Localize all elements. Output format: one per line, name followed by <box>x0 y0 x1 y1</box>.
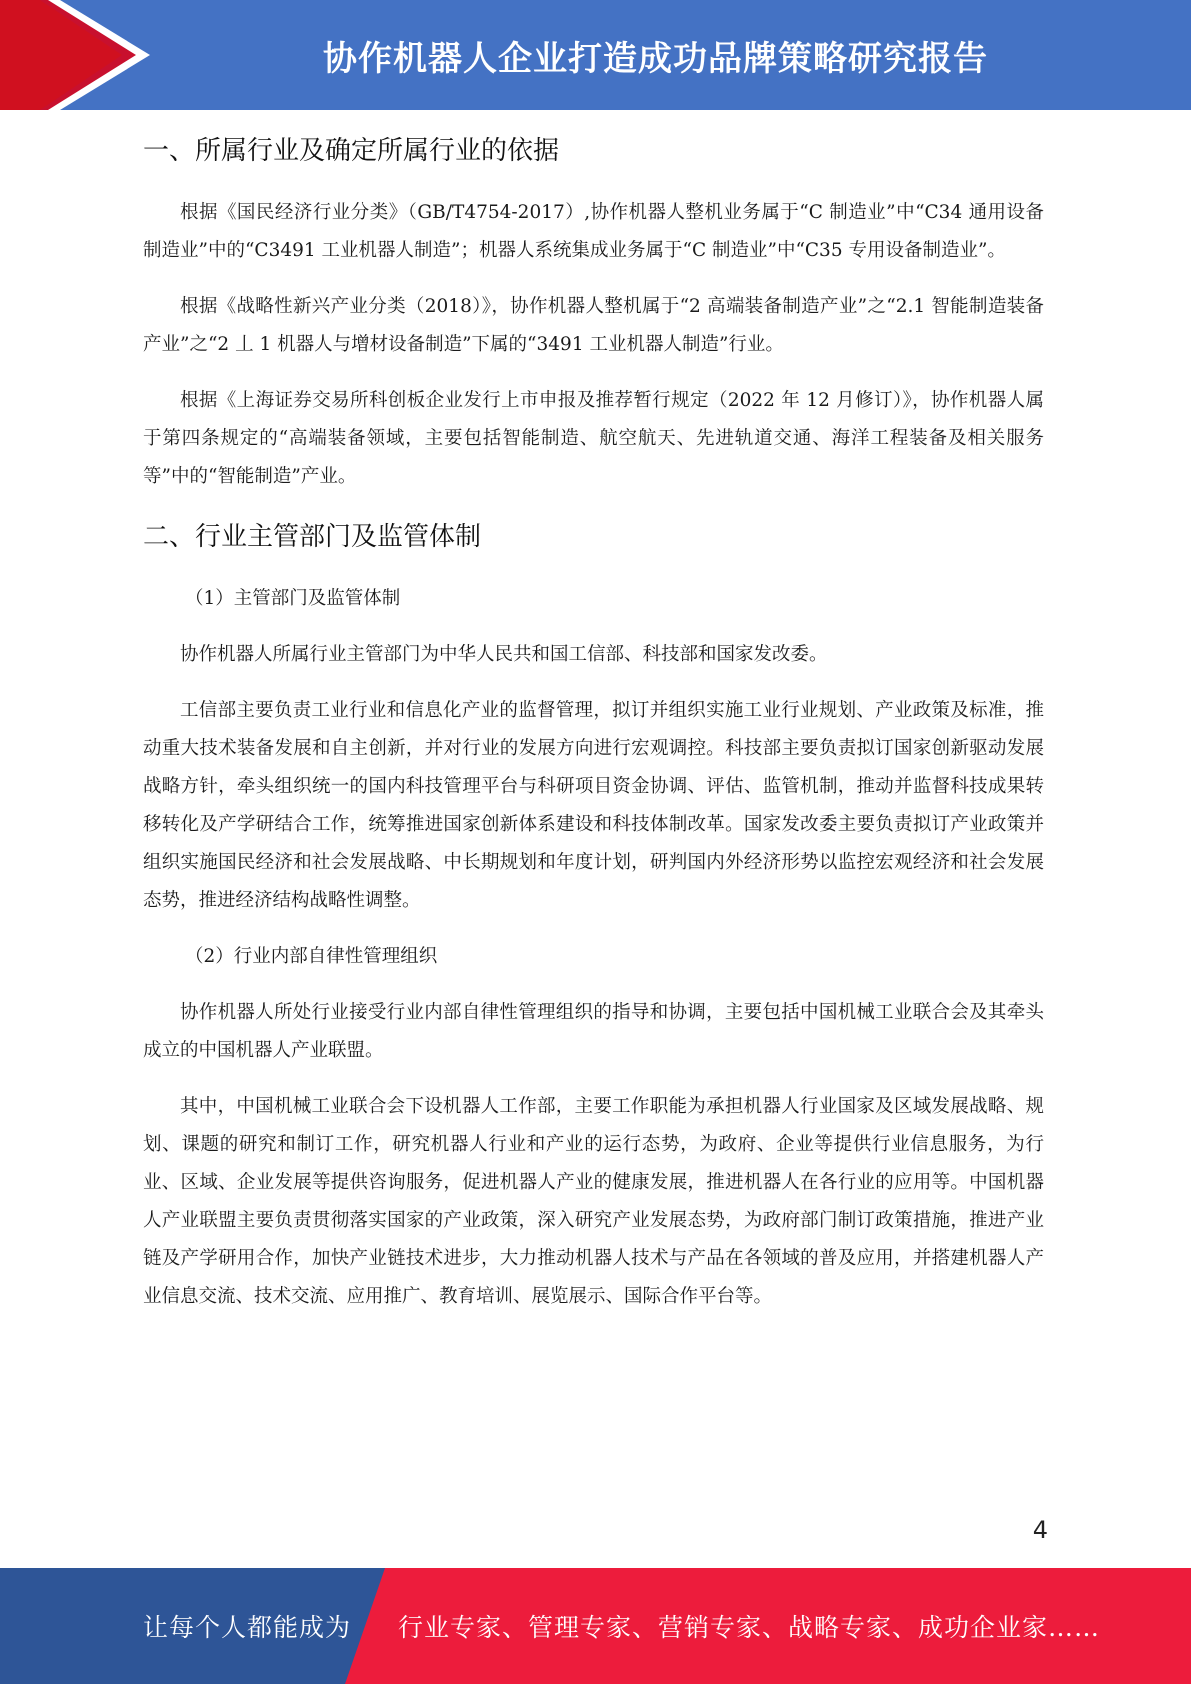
report-header <box>0 0 1191 110</box>
section-heading-regulation: 二、行业主管部门及监管体制 <box>143 522 482 552</box>
subheading-self-regulation: （2）行业内部自律性管理组织 <box>185 946 438 967</box>
footer-slogan-left: 让每个人都能成为 <box>143 1613 352 1642</box>
page-number: 4 <box>1032 1516 1048 1544</box>
paragraph: 根据《国民经济行业分类》（GB/T4754-2017）,协作机器人整机业务属于“C 制造业”中“C34 通用设备制造业”中的“C3491 工业机器人制造”；机器人系统集成业务属于“C 制造业”中“C35 专用设备制造业”。 <box>143 202 1044 261</box>
section-heading-industry: 一、所属行业及确定所属行业的依据 <box>143 136 560 166</box>
report-footer <box>0 1568 1191 1684</box>
header-chevron-decoration <box>0 0 170 110</box>
subheading-authority: （1）主管部门及监管体制 <box>185 588 401 609</box>
paragraph: 其中，中国机械工业联合会下设机器人工作部，主要工作职能为承担机器人行业国家及区域发展战略、规划、课题的研究和制订工作，研究机器人行业和产业的运行态势，为政府、企业等提供行业信息服务，为行业、区域、企业发展等提供咨询服务，促进机器人产业的健康发展，推进机器人在各行业的应用等。中国机器人产业联盟主要负责贯彻落实国家的产业政策，深入研究产业发展态势，为政府部门制订政策措施，推进产业链及产学研用合作，加快产业链技术进步，大力推动机器人技术与产品在各领域的普及应用，并搭建机器人产业信息交流、技术交流、应用推广、教育培训、展览展示、国际合作平台等。 <box>143 1096 1044 1307</box>
paragraph: 根据《战略性新兴产业分类（2018）》，协作机器人整机属于“2 高端装备制造产业”之“2.1 智能制造装备产业”之“2 丄 1 机器人与增材设备制造”下属的“3491 工业机器人制造”行业。 <box>143 296 1044 355</box>
document-body <box>143 128 1044 1334</box>
footer-slogan-right: 行业专家、管理专家、营销专家、战略专家、成功企业家…… <box>398 1613 1101 1642</box>
paragraph: 协作机器人所处行业接受行业内部自律性管理组织的指导和协调，主要包括中国机械工业联合会及其牵头成立的中国机器人产业联盟。 <box>143 1002 1044 1061</box>
report-title: 协作机器人企业打造成功品牌策略研究报告 <box>323 38 988 79</box>
paragraph: 根据《上海证券交易所科创板企业发行上市申报及推荐暂行规定（2022 年 12 月修订）》，协作机器人属于第四条规定的“高端装备领域，主要包括智能制造、航空航天、先进轨道交通、海洋工程装备及相关服务等”中的“智能制造”产业。 <box>143 390 1044 487</box>
paragraph: 工信部主要负责工业行业和信息化产业的监督管理，拟订并组织实施工业行业规划、产业政策及标准，推动重大技术装备发展和自主创新，并对行业的发展方向进行宏观调控。科技部主要负责拟订国家创新驱动发展战略方针，牵头组织统一的国内科技管理平台与科研项目资金协调、评估、监管机制，推动并监督科技成果转移转化及产学研结合工作，统筹推进国家创新体系建设和科技体制改革。国家发改委主要负责拟订产业政策并组织实施国民经济和社会发展战略、中长期规划和年度计划，研判国内外经济形势以监控宏观经济和社会发展态势，推进经济结构战略性调整。 <box>143 700 1044 911</box>
paragraph: 协作机器人所属行业主管部门为中华人民共和国工信部、科技部和国家发改委。 <box>180 644 828 665</box>
